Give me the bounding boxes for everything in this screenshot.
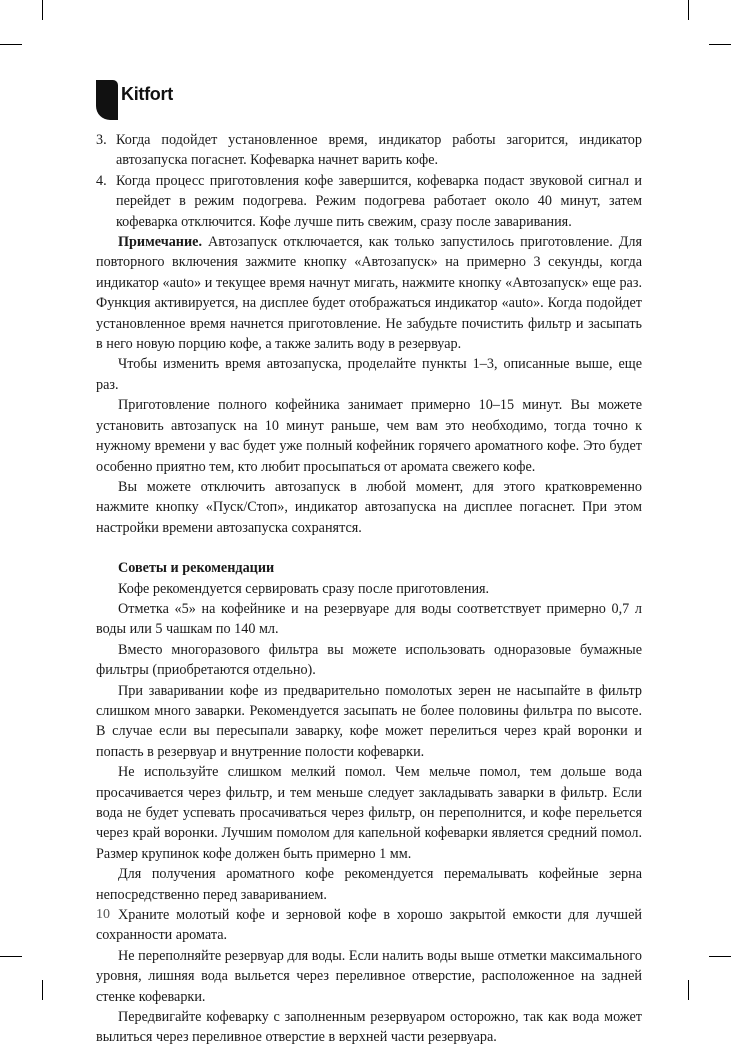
crop-mark bbox=[688, 980, 689, 1000]
crop-mark bbox=[42, 0, 43, 20]
crop-mark bbox=[0, 956, 22, 957]
list-number: 4. bbox=[96, 172, 107, 189]
crop-mark bbox=[709, 956, 731, 957]
list-text: Когда процесс приготовления кофе завершится, кофеварка подаст звуковой сигнал и перейдет в режим подогрева. Режим подогрева работает около 40 минут, затем кофеварка отключится. Кофе лучше пить свежим, сразу после заваривания. bbox=[116, 172, 642, 230]
list-item bbox=[96, 130, 642, 171]
crop-mark bbox=[709, 44, 731, 45]
logo-icon bbox=[96, 80, 118, 120]
crop-mark bbox=[0, 44, 22, 45]
paragraph: Храните молотый кофе и зерновой кофе в хорошо закрытой емкости для лучшей сохранности аромата. bbox=[96, 907, 642, 944]
paragraph: Вы можете отключить автозапуск в любой момент, для этого кратковременно нажмите кнопку «Пуск/Стоп», индикатор автозапуска на дисплее погаснет. При этом настройки времени автозапуска сохранятся. bbox=[96, 478, 642, 536]
list-number: 3. bbox=[96, 132, 107, 148]
note-label: Примечание. bbox=[118, 234, 202, 251]
paragraph: Не переполняйте резервуар для воды. Если налить воды выше отметки максимального уровня, лишняя вода выльется через переливное отверстие, расположенное на задней стенке кофеварки. bbox=[96, 947, 642, 1005]
brand-name: Kitfort bbox=[121, 84, 173, 104]
page-number: 10 bbox=[96, 907, 110, 922]
paragraph: Передвигайте кофеварку с заполненным резервуаром осторожно, так как вода может вылиться через переливное отверстие в верхней части резервуара. bbox=[96, 1009, 642, 1046]
paragraph: При заваривании кофе из предварительно помолотых зерен не насыпайте в фильтр слишком много заварки. Рекомендуется засыпать не более половины фильтра по высоте. В случае если вы пересыпали заварку, кофе может перелиться через край воронки и попасть в резервуар и внутренние полости кофеварки. bbox=[96, 682, 642, 760]
section-heading: Советы и рекомендации bbox=[118, 560, 275, 577]
paragraph: Отметка «5» на кофейнике и на резервуаре для воды соответствует примерно 0,7 л воды или 5 чашкам по 140 мл. bbox=[96, 600, 642, 638]
paragraph: Чтобы изменить время автозапуска, проделайте пункты 1–3, описанные выше, еще раз. bbox=[96, 356, 642, 393]
list-text: Когда подойдет установленное время, индикатор работы загорится, индикатор автозапуска погаснет. Кофеварка начнет варить кофе. bbox=[116, 132, 642, 169]
crop-mark bbox=[688, 0, 689, 20]
note-text: Автозапуск отключается, как только запустилось приготовление. Для повторного включения зажмите кнопку «Автозапуск» на примерно 3 секунды, когда индикатор «auto» и текущее время начнут мигать, нажмите кнопку «Автозапуск» еще раз. Функция активируется, на дисплее будет отображаться индикатор «auto». Когда подойдет установленное время начнется приготовление. Не забудьте почистить фильтр и засыпать в него новую порцию кофе, а также залить воду в резервуар. bbox=[96, 234, 642, 353]
paragraph: Кофе рекомендуется сервировать сразу после приготовления. bbox=[118, 580, 490, 597]
paragraph: Вместо многоразового фильтра вы можете использовать одноразовые бумажные фильтры (приобретаются отдельно). bbox=[96, 641, 642, 679]
list-item bbox=[96, 171, 642, 232]
paragraph: Для получения ароматного кофе рекомендуется перемалывать кофейные зерна непосредственно перед завариванием. bbox=[96, 866, 642, 903]
paragraph: Не используйте слишком мелкий помол. Чем мельче помол, тем дольше вода просачивается через фильтр, и тем меньше следует закладывать заварки в фильтр. Если вода не будет успевать просачиваться через фильтр, он переполнится, и кофе перельется через край воронки. Лучшим помолом для капельной кофеварки является средний помол. Размер крупинок кофе должен быть примерно 1 мм. bbox=[96, 764, 642, 862]
paragraph: Приготовление полного кофейника занимает примерно 10–15 минут. Вы можете установить автозапуск на 10 минут раньше, чем вам это необходимо, тогда точно к нужному времени у вас будет уже полный кофейник горячего ароматного кофе. Это будет особенно приятно тем, кто любит просыпаться от аромата свежего кофе. bbox=[96, 397, 642, 475]
page-content bbox=[96, 130, 642, 1048]
note-paragraph bbox=[96, 232, 642, 354]
crop-mark bbox=[42, 980, 43, 1000]
